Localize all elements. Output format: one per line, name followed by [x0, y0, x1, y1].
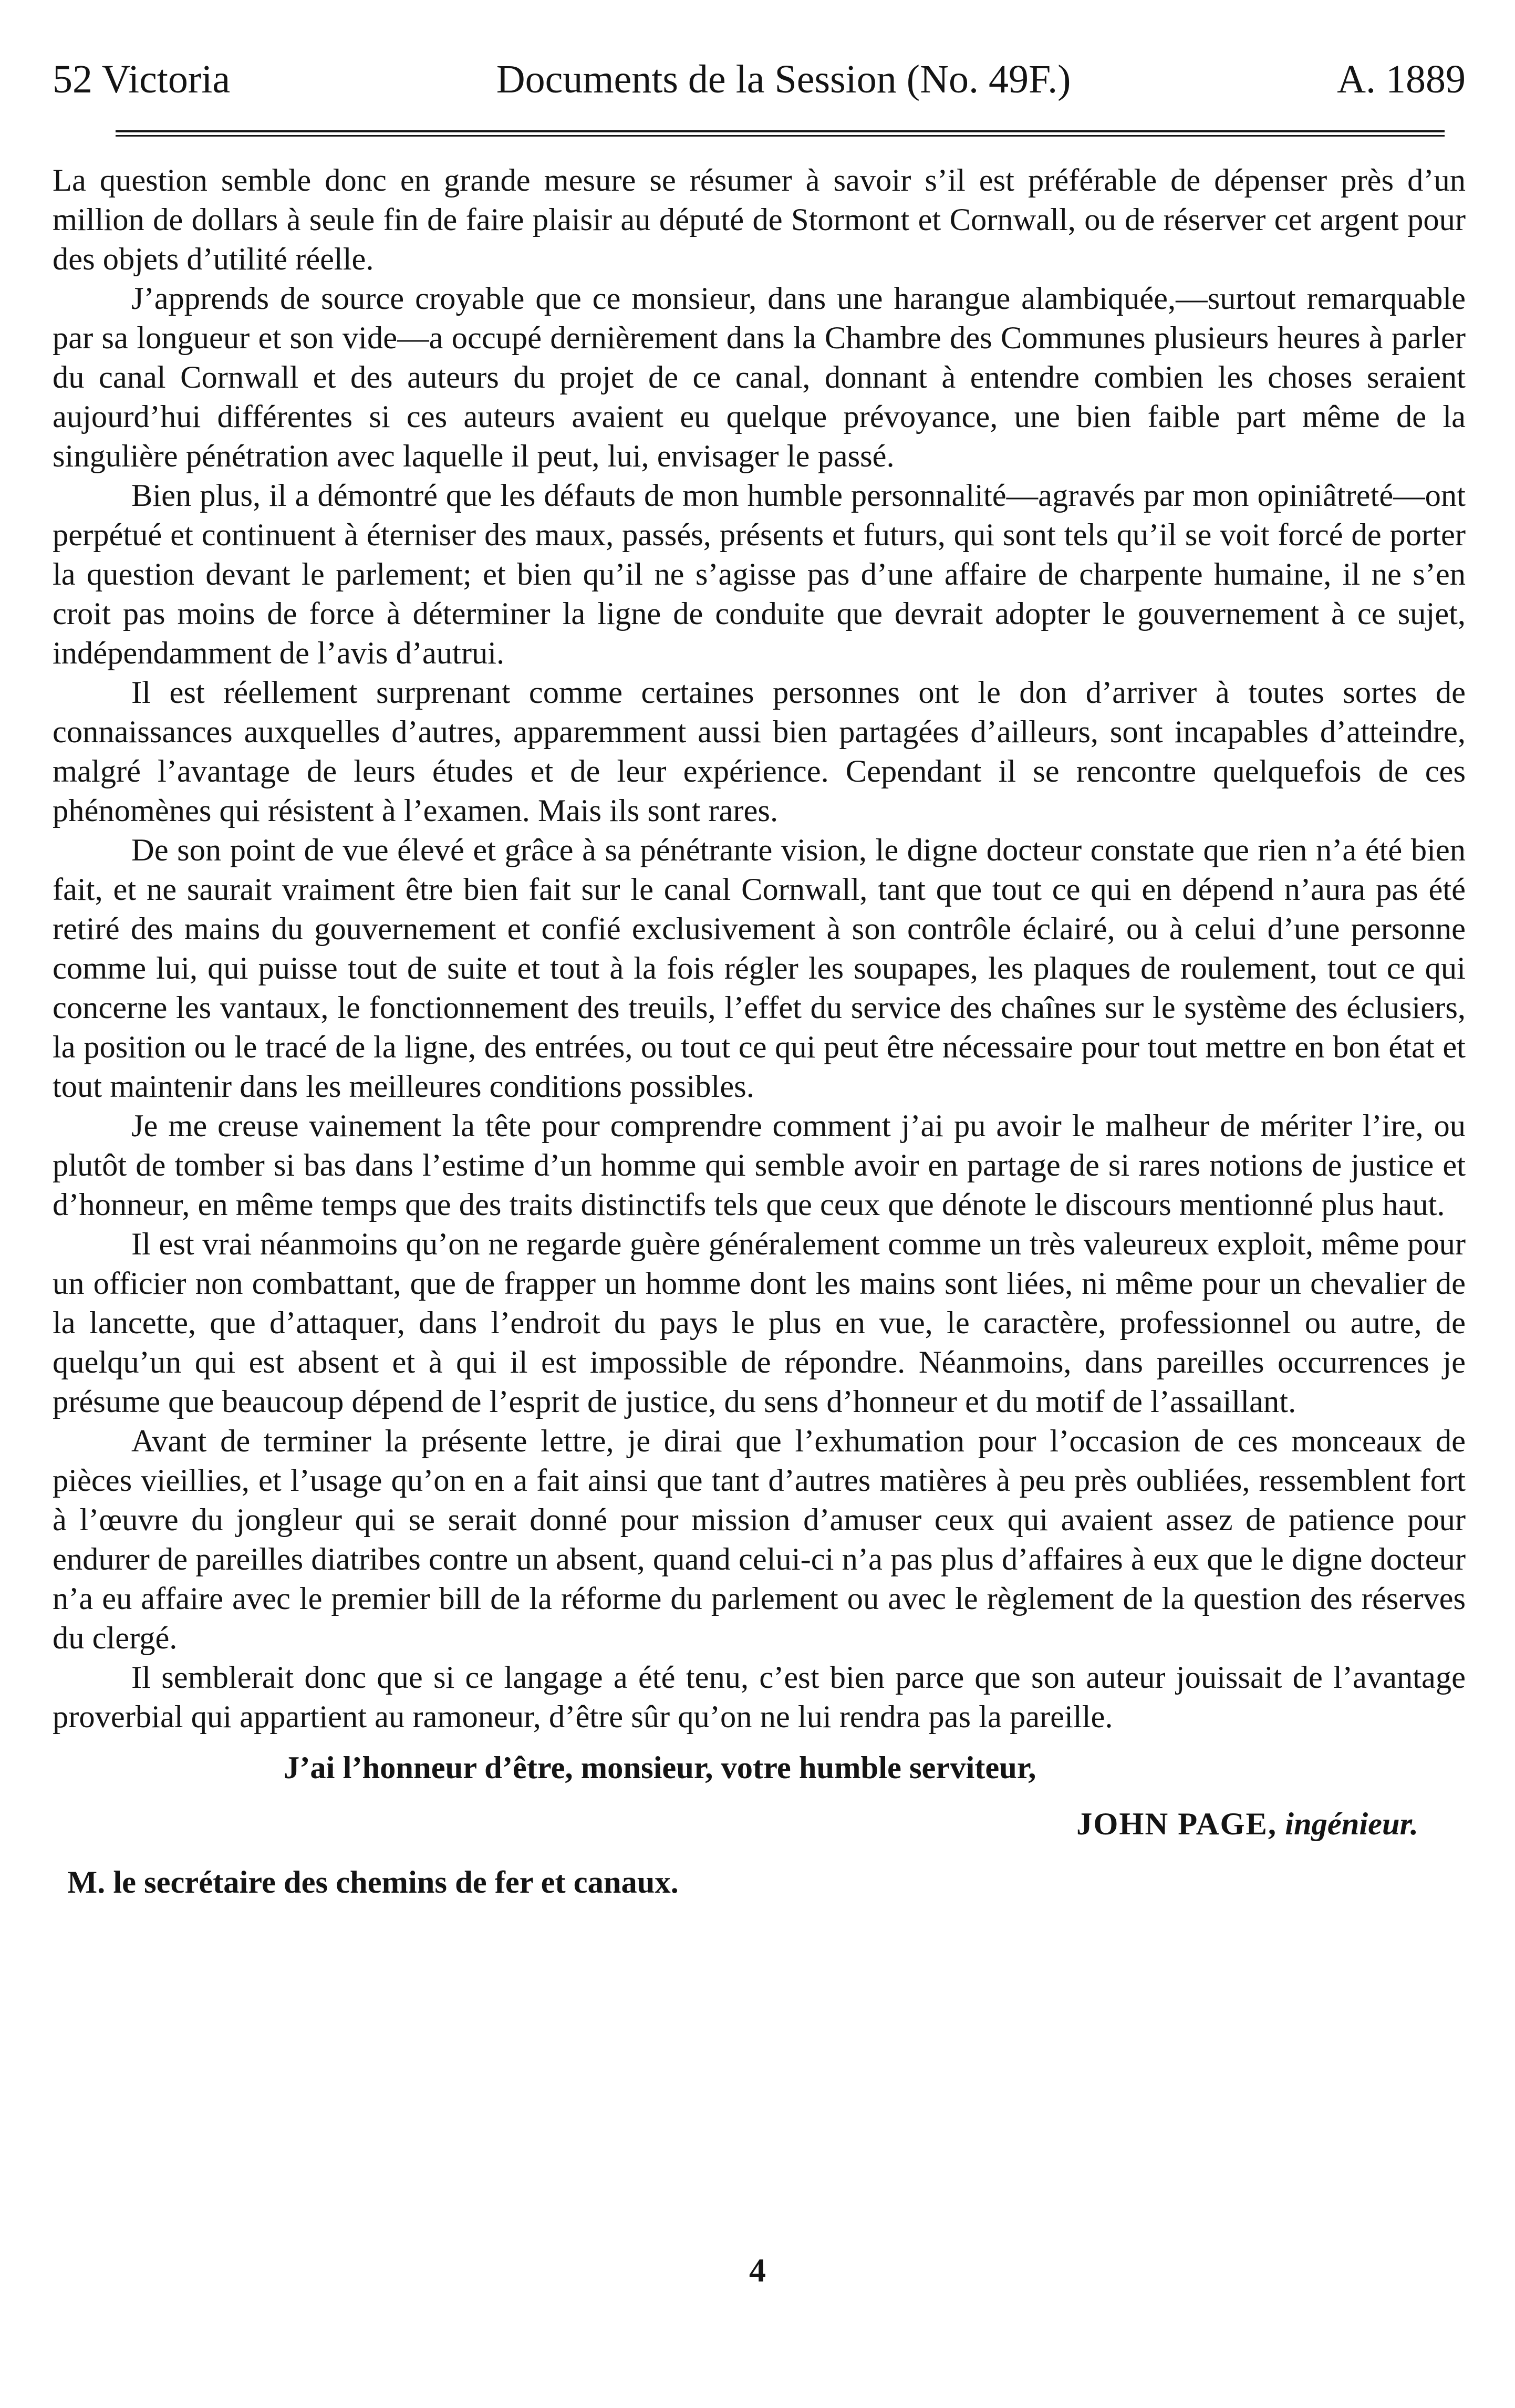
header-rule-top [116, 130, 1445, 132]
paragraph-8: Avant de terminer la présente lettre, je dirai que l’exhumation pour l’occasion de ces monceaux de pièces vieillies, et l’usage qu’on en a fait ainsi que tant d’autres matières à peu près oubliées, ressemblent fort à l’œuvre du jongleur qui se serait donné pour mission d’amuser ceux qui avaient assez de patience pour endurer de pareilles diatribes contre un absent, quand celui-ci n’a pas plus d’affaires à eux que le digne docteur n’a eu affaire avec le premier bill de la réforme du parlement ou avec le règlement de la question des réserves du clergé. [53, 1423, 1466, 1656]
header-session-number: 52 Victoria [53, 57, 231, 101]
header-year: A. 1889 [1337, 57, 1466, 101]
header-document-title: Documents de la Session (No. 49F.) [496, 57, 1071, 101]
paragraph-5: De son point de vue élevé et grâce à sa pénétrante vision, le digne docteur constate que rien n’a été bien fait, et ne saurait vraiment être bien fait sur le canal Cornwall, tant que tout ce qui en dépend n’aura pas été retiré des mains du gouvernement et confié exclusivement à son contrôle éclairé, ou à celui d’une personne comme lui, qui puisse tout de suite et tout à la fois régler les soupapes, les plaques de roulement, tout ce qui concerne les vantaux, le fonctionnement des treuils, l’effet du service des chaînes sur le système des éclusiers, la position ou le tracé de la ligne, des entrées, ou tout ce qui peut être nécessaire pour tout mettre en bon état et tout maintenir dans les meilleures conditions possibles. [53, 832, 1466, 1104]
header-double-rule [53, 130, 1466, 138]
paragraph-7: Il est vrai néanmoins qu’on ne regarde guère généralement comme un très valeureux exploit, même pour un officier non combattant, que de frapper un homme dont les mains sont liées, ni même pour un chevalier de la lancette, que d’attaquer, dans l’endroit du pays le plus en vue, le caractère, professionnel ou autre, de quelqu’un qui est absent et à qui il est impossible de répondre. Néanmoins, dans pareilles occurrences je présume que beaucoup dépend de l’esprit de justice, du sens d’honneur et du motif de l’assaillant. [53, 1226, 1466, 1419]
signature-role: ingénieur. [1285, 1806, 1418, 1842]
page-number: 4 [749, 2251, 766, 2289]
closing-salutation: J’ai l’honneur d’être, monsieur, votre humble serviteur, [284, 1750, 1036, 1786]
paragraph-3: Bien plus, il a démontré que les défauts de mon humble personnalité—agravés par mon opiniâtreté—ont perpétué et continuent à éterniser des maux, passés, présents et futurs, qui sont tels qu’il se voit forcé de porter la question devant le parlement; et bien qu’il ne s’agisse pas d’une affaire de charpente humaine, il ne s’en croit pas moins de force à déterminer la ligne de conduite que devrait adopter le gouvernement à ce sujet, indépendamment de l’avis d’autrui. [53, 478, 1466, 671]
paragraph-2: J’apprends de source croyable que ce monsieur, dans une harangue alambiquée,—surtout remarquable par sa longueur et son vide—a occupé dernièrement dans la Chambre des Communes plusieurs heures à parler du canal Cornwall et des auteurs du projet de ce canal, donnant à entendre combien les choses seraient aujourd’hui différentes si ces auteurs avaient eu quelque prévoyance, une bien faible part même de la singulière pénétration avec laquelle il peut, lui, envisager le passé. [53, 281, 1466, 474]
addressee-line: M. le secrétaire des chemins de fer et canaux. [67, 1864, 679, 1900]
signature [53, 1804, 1466, 1844]
document-page [53, 58, 1466, 1902]
paragraph-9: Il semblerait donc que si ce langage a été tenu, c’est bien parce que son auteur jouissait de l’avantage proverbial qui appartient au ramoneur, d’être sûr qu’on ne lui rendra pas la pareille. [53, 1659, 1466, 1735]
paragraph-4: Il est réellement surprenant comme certaines personnes ont le don d’arriver à toutes sortes de connaissances auxquelles d’autres, apparemment aussi bien partagées d’ailleurs, sont incapables d’atteindre, malgré l’avantage de leurs études et de leur expérience. Cependant il se rencontre quelquefois de ces phénomènes qui résistent à l’examen. Mais ils sont rares. [53, 674, 1466, 828]
header-rule-bottom [116, 135, 1445, 137]
signature-name: JOHN PAGE, [1076, 1806, 1278, 1842]
paragraph-6: Je me creuse vainement la tête pour comprendre comment j’ai pu avoir le malheur de mériter l’ire, ou plutôt de tomber si bas dans l’estime d’un homme qui semble avoir en partage de si rares notions de justice et d’honneur, en même temps que des traits distinctifs tels que ceux que dénote le discours mentionné plus haut. [53, 1108, 1466, 1222]
paragraph-1: La question semble donc en grande mesure se résumer à savoir s’il est préférable de dépenser près d’un million de dollars à seule fin de faire plaisir au député de Stormont et Cornwall, ou de réserver cet argent pour des objets d’utilité réelle. [53, 162, 1466, 277]
running-header [53, 58, 1466, 102]
letter-body [53, 161, 1466, 1737]
letter-closing [53, 1748, 1466, 1902]
